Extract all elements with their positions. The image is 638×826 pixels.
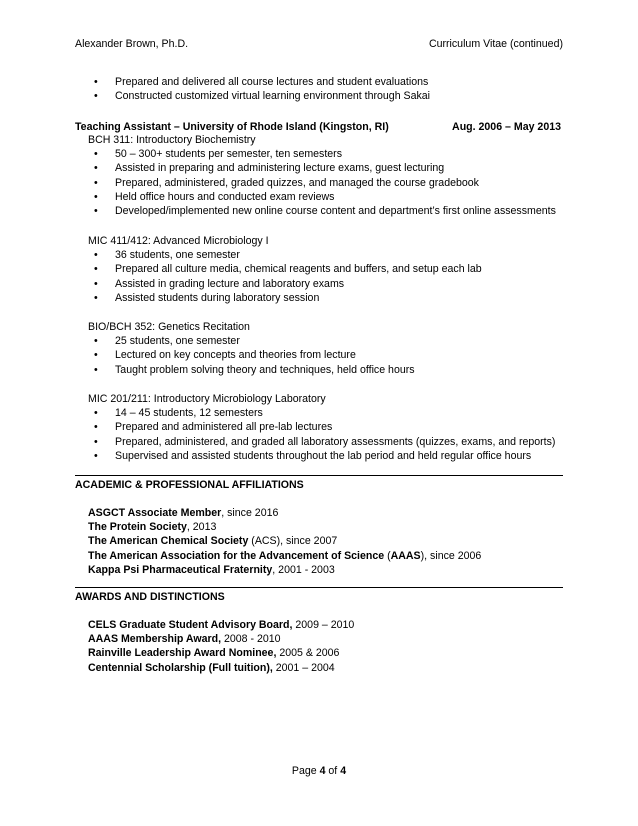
list-item: • Prepared, administered, and graded all laboratory assessments (quizzes, exams, and reports) xyxy=(94,435,556,448)
list-item: The American Association for the Advancement of Science (AAAS), since 2006 xyxy=(88,549,482,562)
list-item: The Protein Society, 2013 xyxy=(88,521,217,534)
bullet-icon: • xyxy=(94,449,98,462)
list-item: • 36 students, one semester xyxy=(94,249,240,262)
course-bch311 xyxy=(0,133,638,218)
list-item: CELS Graduate Student Advisory Board, 2009 – 2010 xyxy=(88,619,355,631)
list-item: Centennial Scholarship (Full tuition), 2001 – 2004 xyxy=(88,661,335,674)
bullet-icon: • xyxy=(94,249,98,262)
list-item: • 50 – 300+ students per semester, ten semesters xyxy=(94,148,343,161)
bullet-icon: • xyxy=(94,263,98,276)
course-title: BCH 311: Introductory Biochemistry xyxy=(88,134,256,146)
previous-position-bullets xyxy=(0,75,638,103)
header-author: Alexander Brown, Ph.D. xyxy=(75,38,189,50)
bullet-icon: • xyxy=(94,421,98,434)
section-title-awards: AWARDS AND DISTINCTIONS xyxy=(75,591,225,603)
list-item: ASGCT Associate Member, since 2016 xyxy=(88,507,279,519)
course-title: MIC 411/412: Advanced Microbiology I xyxy=(88,235,269,247)
section-divider xyxy=(75,587,563,588)
position-heading xyxy=(75,120,563,134)
bullet-icon: • xyxy=(94,90,98,103)
list-item: The American Chemical Society (ACS), since 2007 xyxy=(88,535,338,548)
bullet-icon: • xyxy=(94,148,98,161)
bullet-icon: • xyxy=(94,190,98,203)
bullet-icon: • xyxy=(94,435,98,448)
bullet-icon: • xyxy=(94,204,98,217)
page-number: Page 4 of 4 xyxy=(291,765,347,777)
bullet-icon: • xyxy=(94,176,98,189)
list-item: • Prepared, administered, graded quizzes, and managed the course gradebook xyxy=(94,176,479,189)
list-item: • Prepared all culture media, chemical reagents and buffers, and setup each lab xyxy=(94,263,482,276)
course-mic201 xyxy=(0,392,638,463)
list-item: • Prepared and delivered all course lectures and student evaluations xyxy=(94,76,429,88)
list-item: • Assisted in preparing and administering lecture exams, guest lecturing xyxy=(94,162,445,175)
list-item: • Developed/implemented new online course content and department’s first online assessments xyxy=(94,204,556,217)
list-item: • 14 – 45 students, 12 semesters xyxy=(94,407,263,420)
awards-list xyxy=(88,618,354,675)
list-item: • Supervised and assisted students throughout the lab period and held regular office hours xyxy=(94,449,532,462)
bullet-icon: • xyxy=(94,363,98,376)
course-title: MIC 201/211: Introductory Microbiology Laboratory xyxy=(88,393,326,405)
running-header xyxy=(75,37,563,51)
list-item: • Lectured on key concepts and theories from lecture xyxy=(94,349,356,362)
position-dates: Aug. 2006 – May 2013 xyxy=(452,121,561,133)
section-divider xyxy=(75,475,563,476)
list-item: • Constructed customized virtual learning environment through Sakai xyxy=(94,90,431,103)
bullet-icon: • xyxy=(94,335,98,348)
list-item: Kappa Psi Pharmaceutical Fraternity, 2001 - 2003 xyxy=(88,563,335,576)
list-item: • Taught problem solving theory and techniques, held office hours xyxy=(94,363,415,376)
bullet-icon: • xyxy=(94,349,98,362)
list-item: • Assisted students during laboratory session xyxy=(94,291,320,304)
list-item: • Held office hours and conducted exam reviews xyxy=(94,190,335,203)
course-mic411 xyxy=(0,234,638,305)
list-item: • 25 students, one semester xyxy=(94,335,240,348)
bullet-icon: • xyxy=(94,407,98,420)
bullet-icon: • xyxy=(94,291,98,304)
list-item: Rainville Leadership Award Nominee, 2005 & 2006 xyxy=(88,647,340,660)
list-item: • Prepared and administered all pre-lab lectures xyxy=(94,421,333,434)
list-item: AAAS Membership Award, 2008 - 2010 xyxy=(88,633,281,646)
bullet-icon: • xyxy=(94,162,98,175)
header-title: Curriculum Vitae (continued) xyxy=(428,38,563,50)
position-title: Teaching Assistant – University of Rhode Island (Kingston, RI) xyxy=(75,121,389,133)
bullet-icon: • xyxy=(94,76,98,88)
bullet-icon: • xyxy=(94,277,98,290)
section-title-affiliations: ACADEMIC & PROFESSIONAL AFFILIATIONS xyxy=(75,479,304,491)
list-item: • Assisted in grading lecture and laboratory exams xyxy=(94,277,345,290)
course-bio352 xyxy=(0,320,638,377)
course-title: BIO/BCH 352: Genetics Recitation xyxy=(88,321,250,333)
affiliations-list xyxy=(88,506,481,577)
